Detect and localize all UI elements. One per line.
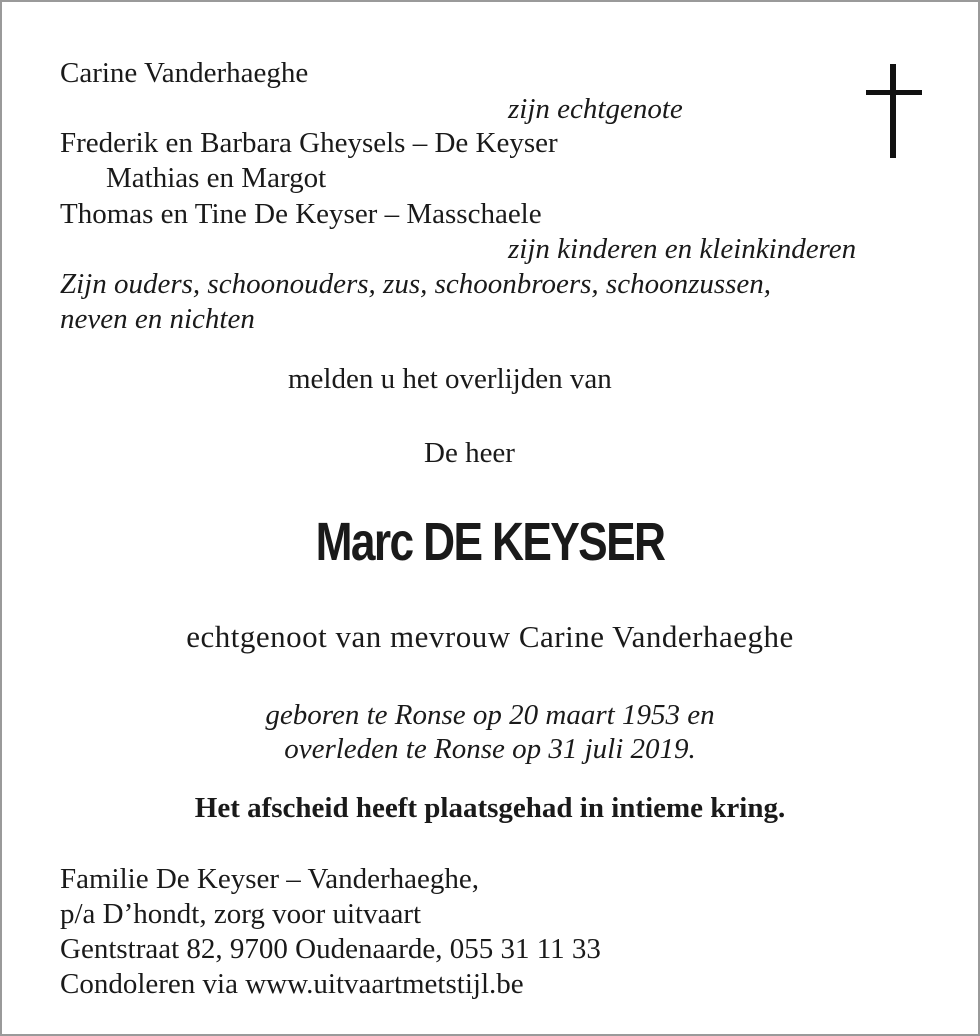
children-role: zijn kinderen en kleinkinderen [508,233,857,265]
announcement-intro: melden u het overlijden van [288,363,612,395]
contact-undertaker: p/a D’hondt, zorg voor uitvaart [60,898,422,930]
contact-condolences: Condoleren via www.uitvaartmetstijl.be [60,968,524,1000]
grandchildren: Mathias en Margot [106,162,327,194]
honorific: De heer [424,437,515,469]
relatives-line-1: Zijn ouders, schoonouders, zus, schoonbroers, schoonzussen, [60,268,772,300]
farewell-notice: Het afscheid heeft plaatsgehad in intieme kring. [194,792,786,824]
spouse-name: Carine Vanderhaeghe [60,57,309,89]
relatives-line-2: neven en nichten [60,303,255,335]
spouse-role: zijn echtgenote [508,93,683,125]
birth-line: geboren te Ronse op 20 maart 1953 en [265,699,715,731]
child-2: Thomas en Tine De Keyser – Masschaele [60,198,542,230]
contact-family: Familie De Keyser – Vanderhaeghe, [60,863,480,895]
contact-address: Gentstraat 82, 9700 Oudenaarde, 055 31 11 33 [60,933,601,965]
deceased-name: Marc DE KEYSER [315,512,665,572]
cross-icon [866,64,922,158]
death-line: overleden te Ronse op 31 juli 2019. [284,733,696,765]
child-1: Frederik en Barbara Gheysels – De Keyser [60,127,558,159]
spouse-of: echtgenoot van mevrouw Carine Vanderhaeghe [186,619,794,654]
